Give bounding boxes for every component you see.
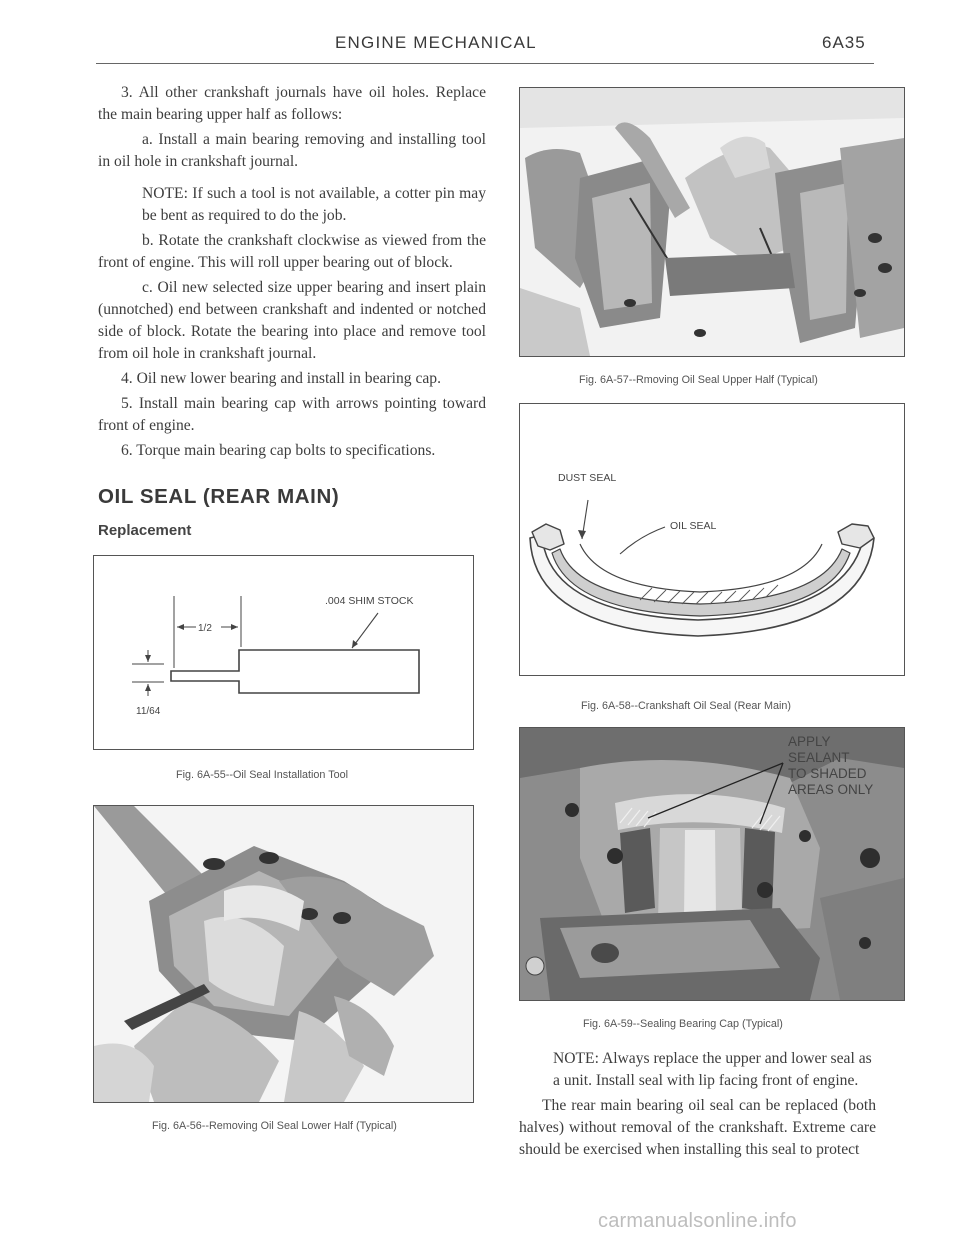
caption-fig-6a-58: Fig. 6A-58--Crankshaft Oil Seal (Rear Main) [581,700,792,712]
photo-bearing-cap-hands [94,806,473,1102]
paragraph-rear-main-seal: The rear main bearing oil seal can be replaced (both halves) without removal of the crankshaft. Extreme care should be exercised when installing this seal to protect [519,1097,876,1158]
page-number: 6A35 [822,33,866,52]
page-header-title: ENGINE MECHANICAL [335,33,537,52]
label-dust-seal: DUST SEAL [558,472,617,484]
paragraph-step-6: 6. Torque main bearing cap bolts to specifications. [121,442,436,459]
photo-seal-upper-half [520,88,904,356]
watermark: carmanualsonline.info [598,1210,797,1232]
note-replace-seal-unit: NOTE: Always replace the upper and lower seal as a unit. Install seal with lip facing front of engine. [553,1050,872,1089]
figure-sealing-bearing-cap-photo [519,727,905,1001]
paragraph-step-3: 3. All other crankshaft journals have oil holes. Replace the main bearing upper half as follows: [98,84,486,123]
caption-fig-6a-56: Fig. 6A-56--Removing Oil Seal Lower Half (Typical) [152,1120,397,1132]
label-line-sealant: SEALANT [788,750,850,765]
paragraph-step-3c: c. Oil new selected size upper bearing and insert plain (unnotched) end between crankshaft and indented or notched side of block. Rotate the bearing into place and remove tool from oil hole in crankshaft journal. [98,279,486,362]
right-column-text [519,1048,876,1161]
subheading-replacement: Replacement [98,522,192,539]
paragraph-step-5: 5. Install main bearing cap with arrows pointing toward front of engine. [98,395,486,434]
label-half-inch: 1/2 [198,623,212,634]
label-11-64: 11/64 [136,706,161,717]
caption-fig-6a-59: Fig. 6A-59--Sealing Bearing Cap (Typical) [583,1018,783,1030]
figure-oil-seal-installation-tool [93,555,474,750]
figure-crankshaft-oil-seal-drawing [519,403,905,676]
section-heading: OIL SEAL (REAR MAIN) [98,485,340,508]
figure-removing-lower-half-photo [93,805,474,1103]
oil-seal-diagram [520,404,904,675]
caption-fig-6a-57: Fig. 6A-57--Rmoving Oil Seal Upper Half (Typical) [579,374,818,386]
label-shim-stock: .004 SHIM STOCK [325,595,414,607]
label-line-to-shaded: TO SHADED [788,766,867,781]
label-line-areas-only: AREAS ONLY [788,782,874,797]
paragraph-step-3a: a. Install a main bearing removing and installing tool in oil hole in crankshaft journal. [98,131,486,170]
figure-removing-upper-half-photo [519,87,905,357]
note-cotter-pin: NOTE: If such a tool is not available, a cotter pin may be bent as required to do the job. [142,185,486,224]
paragraph-step-3b: b. Rotate the crankshaft clockwise as viewed from the front of engine. This will roll upper bearing out of block. [98,232,486,271]
header-divider [96,63,874,64]
tool-diagram [94,556,473,749]
label-oil-seal: OIL SEAL [670,520,717,532]
caption-fig-6a-55: Fig. 6A-55--Oil Seal Installation Tool [176,769,349,781]
left-column-text [98,82,486,462]
label-line-apply: APPLY [788,734,831,749]
photo-bearing-cap-sealant [520,728,904,1000]
paragraph-step-4: 4. Oil new lower bearing and install in bearing cap. [121,370,442,387]
